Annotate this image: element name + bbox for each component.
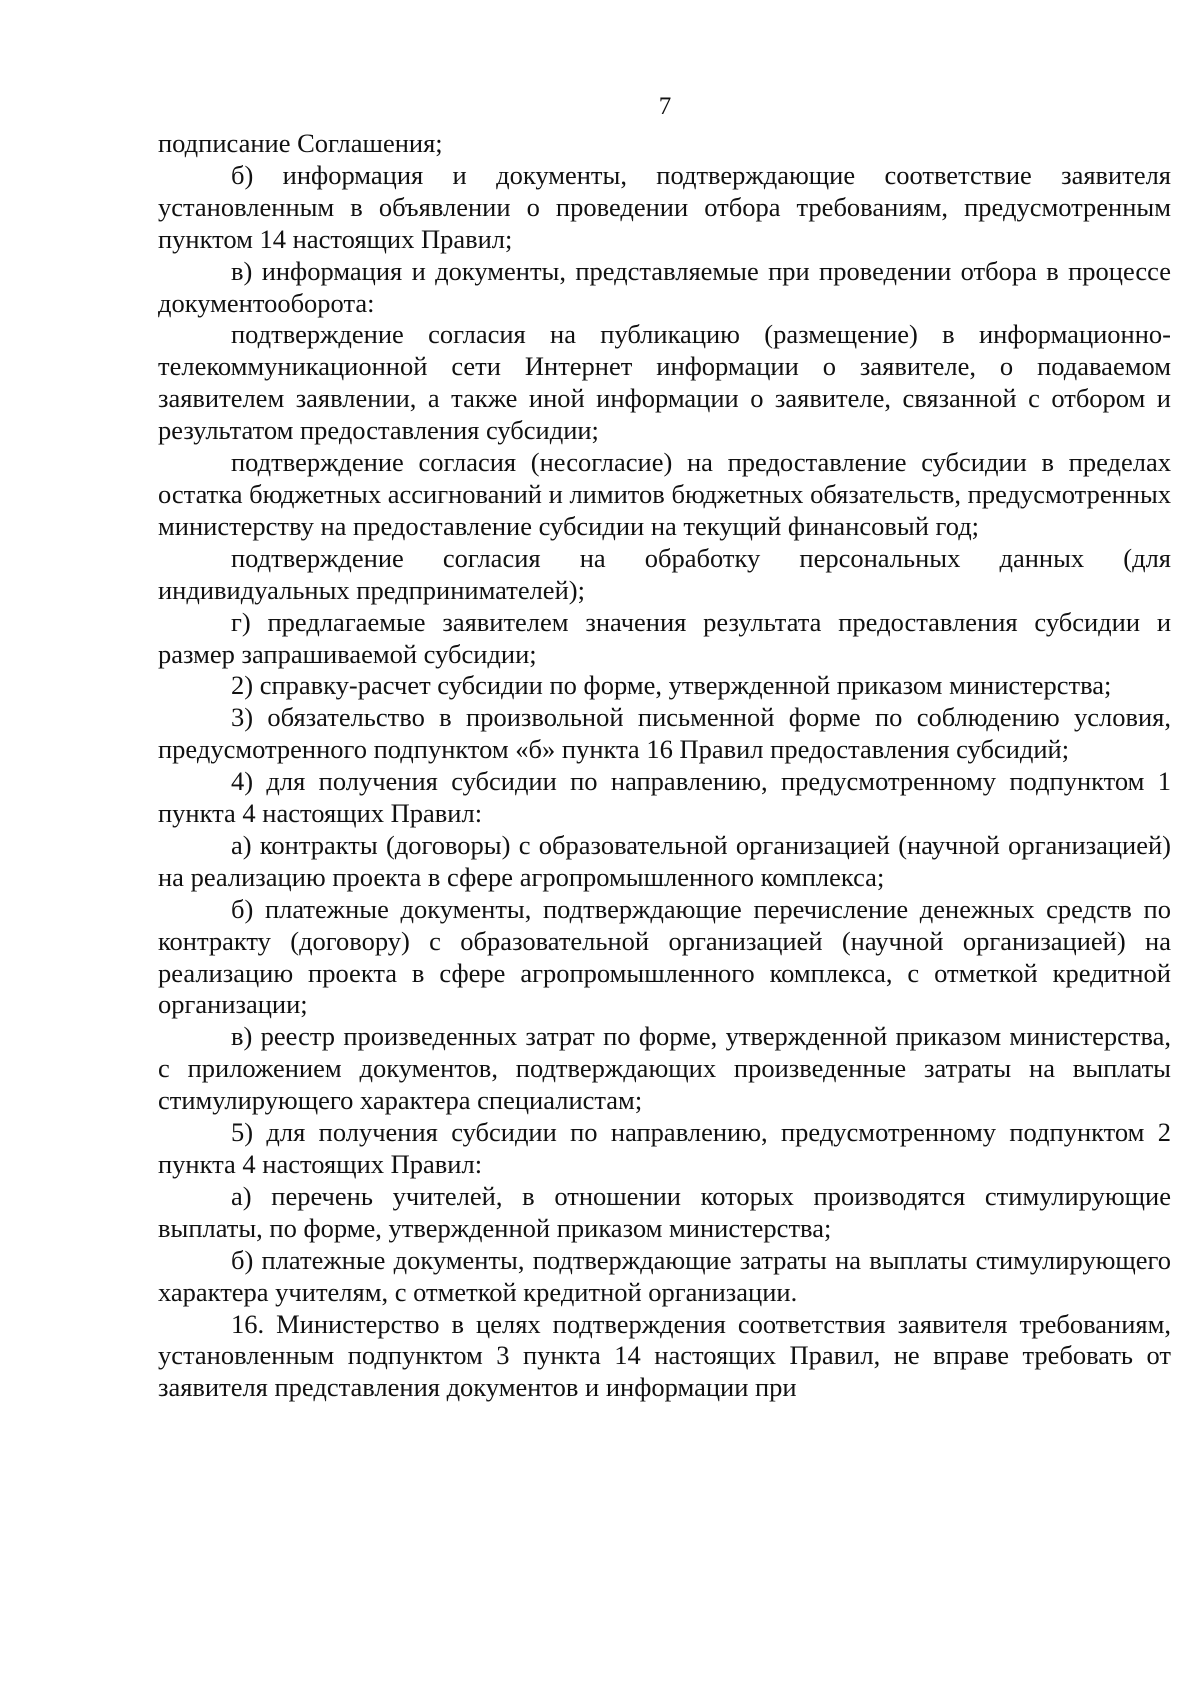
paragraph: а) перечень учителей, в отношении которых производятся стимулирующие выплаты, по форме, утвержденной приказом министерства; — [158, 1180, 1171, 1243]
paragraph: подписание Соглашения; — [158, 128, 443, 158]
paragraph: а) контракты (договоры) с образовательной организацией (научной организацией) на реализацию проекта в сфере агропромышленного комплекса; — [158, 829, 1171, 892]
document-body — [158, 128, 1171, 1404]
paragraph: 4) для получения субсидии по направлению, предусмотренному подпунктом 1 пункта 4 настоящих Правил: — [158, 766, 1171, 829]
paragraph: б) информация и документы, подтверждающие соответствие заявителя установленным в объявлении о проведении отбора требованиям, предусмотренным пунктом 14 настоящих Правил; — [158, 159, 1171, 254]
paragraph: 5) для получения субсидии по направлению, предусмотренному подпунктом 2 пункта 4 настоящих Правил: — [158, 1117, 1171, 1179]
paragraph: подтверждение согласия на публикацию (размещение) в информационно-телекоммуникационной сети Интернет информации о заявителе, о подаваемом заявителем заявлении, а также иной информации о заявителе, связанной с отбором и результатом предоставления субсидии; — [158, 319, 1171, 446]
paragraph: 16. Министерство в целях подтверждения соответствия заявителя требованиям, установленным подпунктом 3 пункта 14 настоящих Правил, не вправе требовать от заявителя представления документов и информации при — [158, 1308, 1171, 1403]
paragraph: 2) справку-расчет субсидии по форме, утвержденной приказом министерства; — [231, 670, 1112, 701]
paragraph: б) платежные документы, подтверждающие перечисление денежных средств по контракту (договору) с образовательной организацией (научной организацией) на реализацию проекта в сфере агропромышленного комплекса, с отметкой кредитной организации; — [158, 893, 1171, 1020]
paragraph: в) информация и документы, представляемые при проведении отбора в процессе документооборота: — [158, 255, 1171, 318]
paragraph: подтверждение согласия (несогласие) на предоставление субсидии в пределах остатка бюджетных ассигнований и лимитов бюджетных обязательств, предусмотренных министерству на предоставление субсидии на текущий финансовый год; — [158, 447, 1171, 541]
page-number: 7 — [658, 93, 672, 120]
paragraph: подтверждение согласия на обработку персональных данных (для индивидуальных предпринимателей); — [158, 542, 1171, 605]
paragraph: в) реестр произведенных затрат по форме, утвержденной приказом министерства, с приложением документов, подтверждающих произведенные затраты на выплаты стимулирующего характера специалистам; — [158, 1021, 1171, 1116]
paragraph: 3) обязательство в произвольной письменной форме по соблюдению условия, предусмотренного подпунктом «б» пункта 16 Правил предоставления субсидий; — [158, 702, 1171, 765]
paragraph: г) предлагаемые заявителем значения результата предоставления субсидии и размер запрашиваемой субсидии; — [158, 606, 1171, 669]
paragraph: б) платежные документы, подтверждающие затраты на выплаты стимулирующего характера учителям, с отметкой кредитной организации. — [158, 1244, 1171, 1307]
